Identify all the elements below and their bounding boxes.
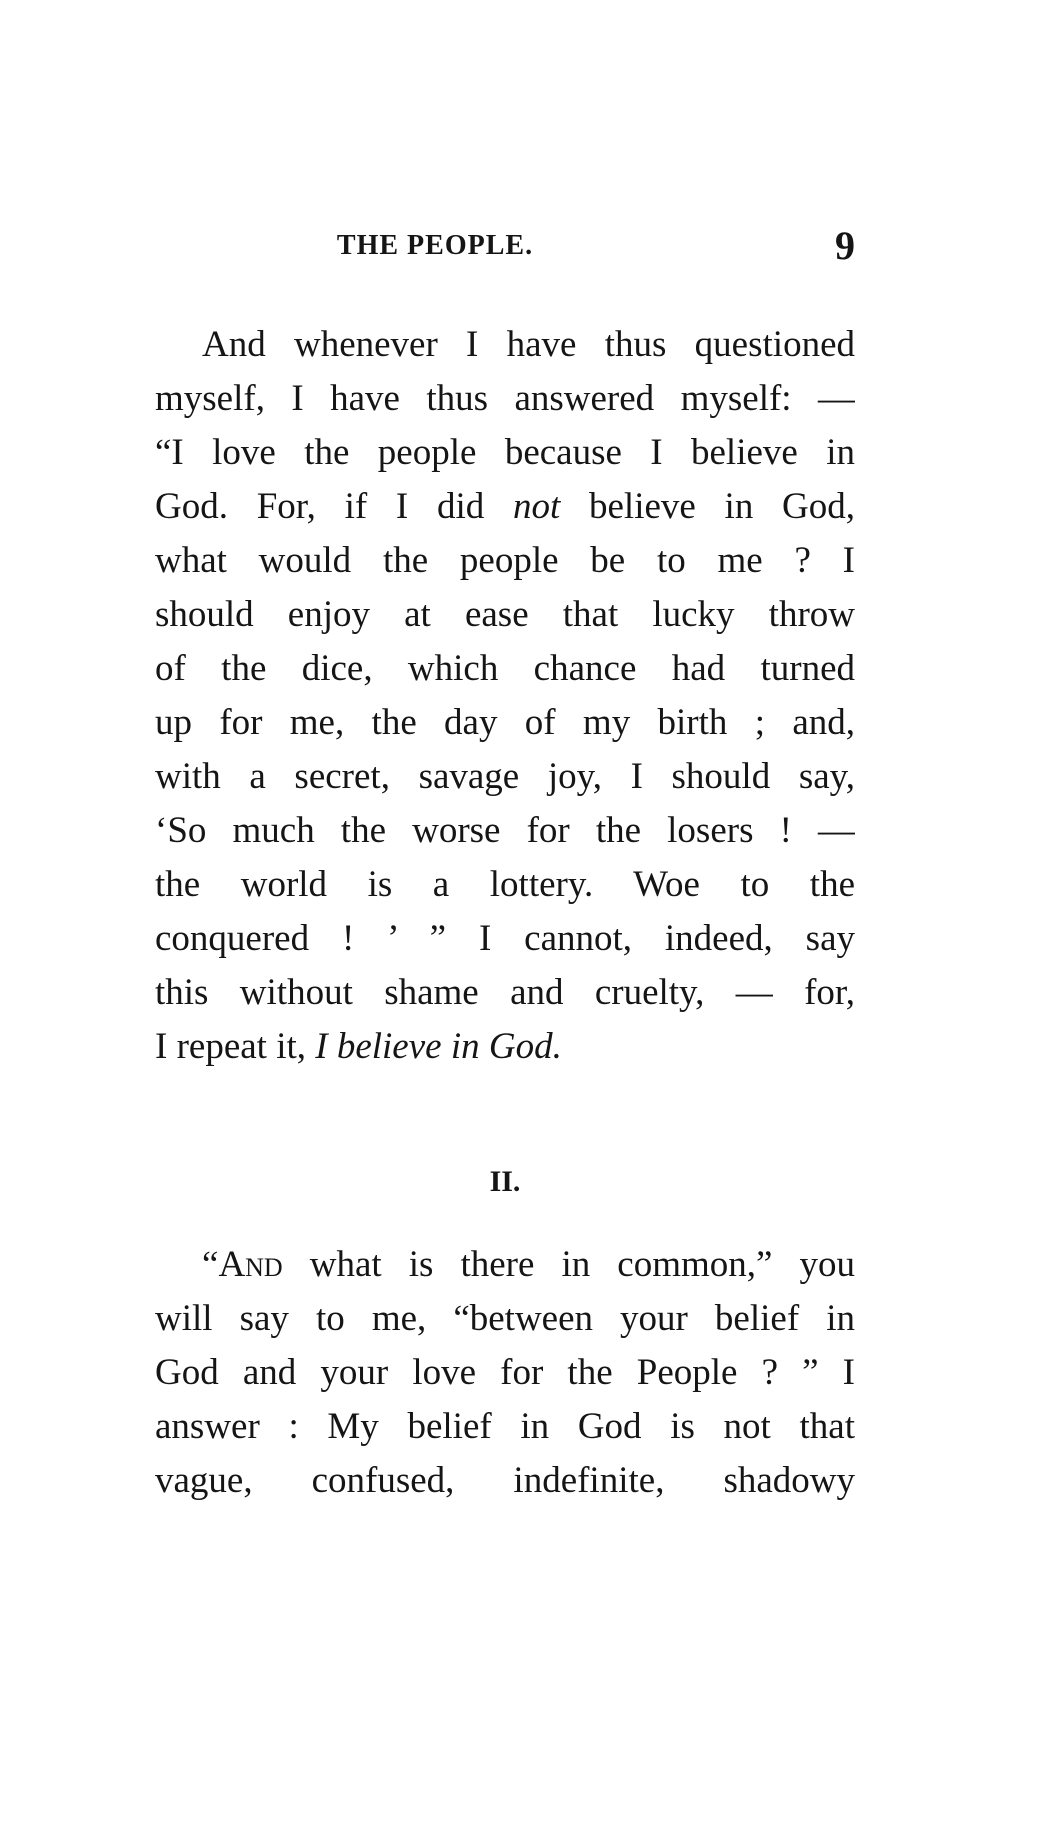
paragraph-2-line-2: will say to me, “between your belief in bbox=[155, 1298, 855, 1339]
paragraph-1-line-14-start: I repeat it, bbox=[155, 1026, 306, 1067]
section-number: II. bbox=[489, 1165, 521, 1198]
paragraph-1 bbox=[155, 318, 855, 1074]
paragraph-1-line-4-start: God. For, if I did bbox=[155, 486, 485, 527]
paragraph-2-line-3: God and your love for the People ? ” I bbox=[155, 1352, 855, 1393]
paragraph-1-line-6: should enjoy at ease that lucky throw bbox=[155, 594, 855, 635]
running-head bbox=[155, 223, 855, 276]
paragraph-1-line-4-end: believe in God, bbox=[589, 486, 855, 527]
paragraph-1-line-11: the world is a lottery. Woe to the bbox=[155, 864, 855, 905]
paragraph-1-line-4 bbox=[155, 480, 855, 534]
paragraph-1-line-8: up for me, the day of my birth ; and, bbox=[155, 702, 855, 743]
paragraph-2 bbox=[155, 1238, 855, 1508]
opening-quote: “ bbox=[202, 1244, 219, 1285]
paragraph-1-line-10: ‘So much the worse for the losers ! — bbox=[155, 810, 855, 851]
emphasis-not: not bbox=[512, 486, 561, 527]
paragraph-1-line-3: “I love the people because I believe in bbox=[155, 432, 855, 473]
paragraph-1-line-7: of the dice, which chance had turned bbox=[155, 648, 855, 689]
paragraph-1-line-9: with a secret, savage joy, I should say, bbox=[155, 756, 855, 797]
running-title: THE PEOPLE. bbox=[336, 230, 534, 261]
emphasis-i-believe-in-god: I believe in God. bbox=[315, 1026, 562, 1067]
paragraph-2-line-4: answer : My belief in God is not that bbox=[155, 1406, 855, 1447]
paragraph-2-line-5: vague, confused, indefinite, shadowy bbox=[155, 1460, 855, 1501]
paragraph-1-line-1: And whenever I have thus questioned bbox=[202, 324, 855, 365]
paragraph-1-line-2: myself, I have thus answered myself: — bbox=[155, 378, 855, 419]
page-number: 9 bbox=[835, 223, 855, 268]
paragraph-1-line-5: what would the people be to me ? I bbox=[155, 540, 855, 581]
opening-word: And bbox=[218, 1244, 283, 1285]
paragraph-1-line-13: this without shame and cruelty, — for, bbox=[155, 972, 855, 1013]
paragraph-2-line-1-rest: what is there in common,” you bbox=[309, 1244, 855, 1285]
paragraph-1-line-12: conquered ! ’ ” I cannot, indeed, say bbox=[155, 918, 855, 959]
paragraph-2-line-1 bbox=[155, 1238, 855, 1292]
paragraph-1-line-14 bbox=[155, 1020, 855, 1074]
